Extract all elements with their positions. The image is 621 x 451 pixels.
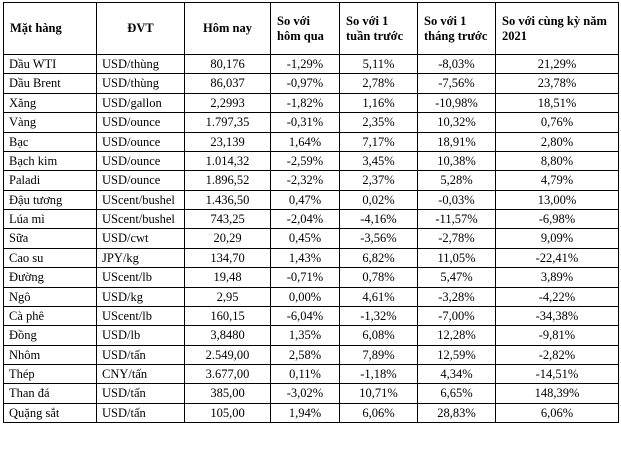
cell-vs-one-month: -7,00% <box>418 306 496 325</box>
cell-vs-one-month: 10,38% <box>418 151 496 170</box>
cell-today: 105,00 <box>185 403 271 422</box>
cell-vs-yesterday: 1,43% <box>271 248 340 267</box>
cell-today: 23,139 <box>185 132 271 151</box>
cell-vs-one-week: -1,32% <box>340 306 418 325</box>
cell-unit: USD/tấn <box>97 384 185 403</box>
cell-unit: USD/ounce <box>97 132 185 151</box>
column-header-vs-yesterday: So với hôm qua <box>271 3 340 55</box>
table-row <box>4 55 619 74</box>
cell-today: 385,00 <box>185 384 271 403</box>
cell-vs-one-week: 2,78% <box>340 74 418 93</box>
cell-vs-one-week: 2,35% <box>340 113 418 132</box>
cell-vs-yesterday: -2,59% <box>271 151 340 170</box>
cell-unit: CNY/tấn <box>97 365 185 384</box>
cell-vs-one-month: -0,03% <box>418 190 496 209</box>
cell-vs-yesterday: 0,47% <box>271 190 340 209</box>
column-header-vs-one-week: So với 1 tuần trước <box>340 3 418 55</box>
cell-today: 80,176 <box>185 55 271 74</box>
cell-commodity: Xăng <box>4 93 97 112</box>
column-header-today: Hôm nay <box>185 3 271 55</box>
cell-commodity: Sữa <box>4 229 97 248</box>
cell-unit: USD/ounce <box>97 113 185 132</box>
cell-commodity: Cao su <box>4 248 97 267</box>
cell-today: 134,70 <box>185 248 271 267</box>
cell-unit: JPY/kg <box>97 248 185 267</box>
cell-vs-one-week: 7,17% <box>340 132 418 151</box>
cell-commodity: Bạch kim <box>4 151 97 170</box>
cell-vs-one-month: -3,28% <box>418 287 496 306</box>
cell-vs-same-period: 8,80% <box>496 151 619 170</box>
cell-vs-one-week: 5,11% <box>340 55 418 74</box>
cell-vs-same-period: 21,29% <box>496 55 619 74</box>
commodity-price-table-container <box>0 2 621 451</box>
table-row <box>4 384 619 403</box>
cell-vs-one-month: -11,57% <box>418 210 496 229</box>
table-row <box>4 248 619 267</box>
cell-vs-one-week: 6,82% <box>340 248 418 267</box>
table-row <box>4 403 619 422</box>
cell-vs-same-period: -4,22% <box>496 287 619 306</box>
table-row <box>4 365 619 384</box>
cell-unit: USD/lb <box>97 326 185 345</box>
cell-vs-yesterday: -2,32% <box>271 171 340 190</box>
table-row <box>4 326 619 345</box>
cell-commodity: Quặng sắt <box>4 403 97 422</box>
cell-vs-one-month: 12,59% <box>418 345 496 364</box>
cell-vs-one-week: -1,18% <box>340 365 418 384</box>
table-row <box>4 210 619 229</box>
cell-commodity: Bạc <box>4 132 97 151</box>
cell-commodity: Đồng <box>4 326 97 345</box>
cell-vs-same-period: 0,76% <box>496 113 619 132</box>
cell-vs-one-month: 18,91% <box>418 132 496 151</box>
cell-unit: USD/ounce <box>97 151 185 170</box>
cell-vs-one-month: 10,32% <box>418 113 496 132</box>
cell-vs-same-period: 3,89% <box>496 268 619 287</box>
cell-vs-yesterday: -2,04% <box>271 210 340 229</box>
cell-vs-one-week: 1,16% <box>340 93 418 112</box>
cell-vs-yesterday: 0,00% <box>271 287 340 306</box>
cell-vs-yesterday: -6,04% <box>271 306 340 325</box>
commodity-price-table <box>3 2 619 423</box>
cell-unit: UScent/lb <box>97 268 185 287</box>
cell-vs-one-week: 6,08% <box>340 326 418 345</box>
cell-commodity: Vàng <box>4 113 97 132</box>
cell-vs-one-month: 6,65% <box>418 384 496 403</box>
cell-vs-same-period: 9,09% <box>496 229 619 248</box>
cell-commodity: Đường <box>4 268 97 287</box>
cell-vs-yesterday: -1,29% <box>271 55 340 74</box>
cell-vs-same-period: 23,78% <box>496 74 619 93</box>
cell-vs-same-period: -34,38% <box>496 306 619 325</box>
cell-vs-same-period: -6,98% <box>496 210 619 229</box>
cell-unit: UScent/lb <box>97 306 185 325</box>
cell-today: 19,48 <box>185 268 271 287</box>
cell-vs-yesterday: -0,31% <box>271 113 340 132</box>
table-row <box>4 229 619 248</box>
table-row <box>4 306 619 325</box>
cell-commodity: Than đá <box>4 384 97 403</box>
table-row <box>4 151 619 170</box>
cell-unit: UScent/bushel <box>97 210 185 229</box>
cell-today: 2,95 <box>185 287 271 306</box>
cell-vs-one-month: -8,03% <box>418 55 496 74</box>
cell-vs-yesterday: 0,11% <box>271 365 340 384</box>
cell-vs-one-week: 4,61% <box>340 287 418 306</box>
table-header <box>4 3 619 55</box>
cell-vs-one-month: -10,98% <box>418 93 496 112</box>
cell-unit: USD/ounce <box>97 171 185 190</box>
cell-today: 160,15 <box>185 306 271 325</box>
cell-today: 20,29 <box>185 229 271 248</box>
cell-unit: UScent/bushel <box>97 190 185 209</box>
cell-vs-one-week: -4,16% <box>340 210 418 229</box>
cell-commodity: Dầu Brent <box>4 74 97 93</box>
cell-vs-same-period: 6,06% <box>496 403 619 422</box>
cell-unit: USD/kg <box>97 287 185 306</box>
cell-vs-yesterday: 2,58% <box>271 345 340 364</box>
cell-unit: USD/gallon <box>97 93 185 112</box>
cell-vs-one-week: 2,37% <box>340 171 418 190</box>
cell-today: 2.549,00 <box>185 345 271 364</box>
cell-today: 2,2993 <box>185 93 271 112</box>
cell-vs-yesterday: 0,45% <box>271 229 340 248</box>
column-header-unit: ĐVT <box>97 3 185 55</box>
table-body <box>4 55 619 423</box>
table-row <box>4 74 619 93</box>
cell-today: 1.014,32 <box>185 151 271 170</box>
cell-vs-same-period: 18,51% <box>496 93 619 112</box>
cell-vs-yesterday: 1,64% <box>271 132 340 151</box>
cell-today: 1.797,35 <box>185 113 271 132</box>
cell-unit: USD/tấn <box>97 345 185 364</box>
cell-today: 86,037 <box>185 74 271 93</box>
cell-unit: USD/thùng <box>97 74 185 93</box>
cell-vs-one-week: 10,71% <box>340 384 418 403</box>
cell-today: 3,8480 <box>185 326 271 345</box>
cell-vs-one-month: 5,28% <box>418 171 496 190</box>
cell-vs-one-month: 12,28% <box>418 326 496 345</box>
cell-vs-same-period: 13,00% <box>496 190 619 209</box>
cell-vs-same-period: 2,80% <box>496 132 619 151</box>
table-row <box>4 345 619 364</box>
cell-commodity: Nhôm <box>4 345 97 364</box>
cell-today: 3.677,00 <box>185 365 271 384</box>
cell-vs-yesterday: -0,71% <box>271 268 340 287</box>
cell-today: 1.896,52 <box>185 171 271 190</box>
cell-vs-one-month: 28,83% <box>418 403 496 422</box>
cell-vs-same-period: -9,81% <box>496 326 619 345</box>
cell-vs-one-week: -3,56% <box>340 229 418 248</box>
table-row <box>4 93 619 112</box>
cell-vs-one-month: 4,34% <box>418 365 496 384</box>
cell-vs-same-period: 4,79% <box>496 171 619 190</box>
cell-vs-yesterday: -1,82% <box>271 93 340 112</box>
cell-unit: USD/thùng <box>97 55 185 74</box>
table-header-row <box>4 3 619 55</box>
cell-vs-one-week: 6,06% <box>340 403 418 422</box>
cell-vs-same-period: 148,39% <box>496 384 619 403</box>
cell-vs-same-period: -22,41% <box>496 248 619 267</box>
table-row <box>4 113 619 132</box>
cell-commodity: Dầu WTI <box>4 55 97 74</box>
column-header-vs-one-month: So với 1 tháng trước <box>418 3 496 55</box>
cell-vs-same-period: -2,82% <box>496 345 619 364</box>
cell-vs-yesterday: -0,97% <box>271 74 340 93</box>
cell-vs-yesterday: -3,02% <box>271 384 340 403</box>
table-row <box>4 190 619 209</box>
column-header-commodity: Mặt hàng <box>4 3 97 55</box>
cell-vs-one-week: 0,02% <box>340 190 418 209</box>
cell-vs-one-month: -7,56% <box>418 74 496 93</box>
table-row <box>4 287 619 306</box>
cell-vs-one-month: 5,47% <box>418 268 496 287</box>
table-row <box>4 171 619 190</box>
cell-today: 1.436,50 <box>185 190 271 209</box>
cell-commodity: Đậu tương <box>4 190 97 209</box>
cell-commodity: Lúa mì <box>4 210 97 229</box>
cell-unit: USD/tấn <box>97 403 185 422</box>
cell-commodity: Paladi <box>4 171 97 190</box>
cell-vs-one-month: 11,05% <box>418 248 496 267</box>
cell-unit: USD/cwt <box>97 229 185 248</box>
cell-today: 743,25 <box>185 210 271 229</box>
cell-commodity: Ngô <box>4 287 97 306</box>
cell-vs-one-week: 7,89% <box>340 345 418 364</box>
cell-vs-yesterday: 1,35% <box>271 326 340 345</box>
cell-commodity: Thép <box>4 365 97 384</box>
cell-vs-one-week: 0,78% <box>340 268 418 287</box>
table-row <box>4 268 619 287</box>
cell-vs-yesterday: 1,94% <box>271 403 340 422</box>
table-row <box>4 132 619 151</box>
cell-vs-one-month: -2,78% <box>418 229 496 248</box>
cell-commodity: Cà phê <box>4 306 97 325</box>
column-header-vs-same-period: So với cùng kỳ năm 2021 <box>496 3 619 55</box>
cell-vs-same-period: -14,51% <box>496 365 619 384</box>
cell-vs-one-week: 3,45% <box>340 151 418 170</box>
